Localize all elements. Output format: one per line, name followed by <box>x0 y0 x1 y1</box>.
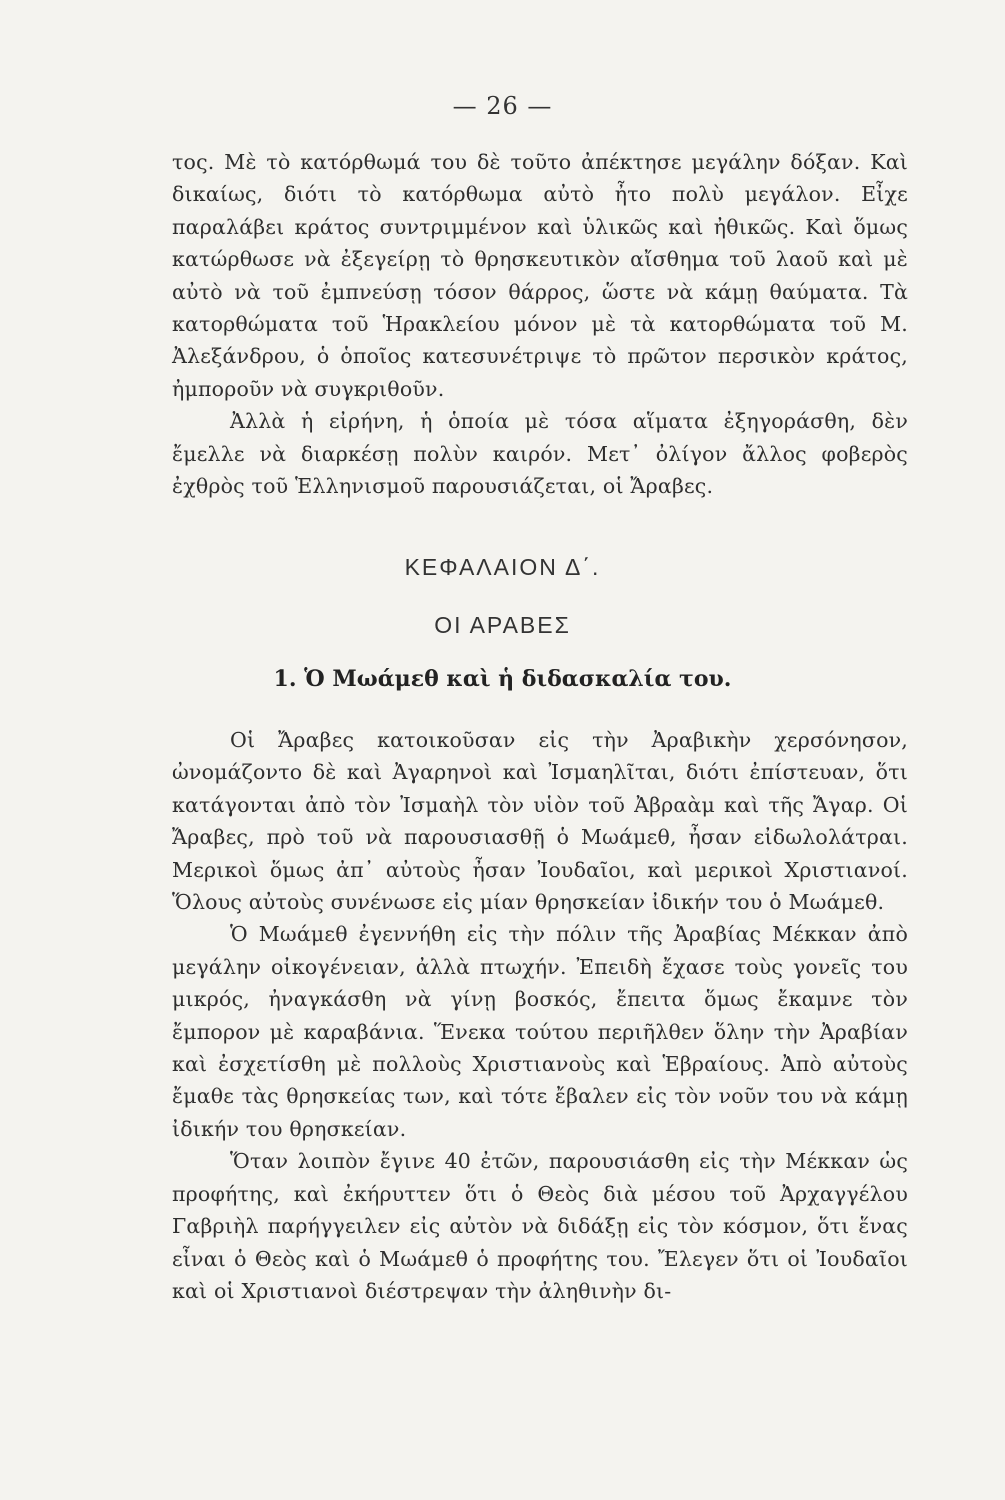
paragraph: Ὅταν λοιπὸν ἔγινε 40 ἐτῶν, παρουσιάσθη εἰς τὴν Μέκκαν ὡς προφήτης, καὶ ἐκήρυττεν ὅτι ὁ Θεὸς διὰ μέσου τοῦ Ἀρχαγγέλου Γαβριὴλ παρήγγειλεν εἰς αὐτὸν νὰ διδάξῃ εἰς τὸν κόσμον, ὅτι ἕνας εἶναι ὁ Θεὸς καὶ ὁ Μωάμεθ ὁ προφήτης του. Ἔλεγεν ὅτι οἱ Ἰουδαῖοι καὶ οἱ Χριστιανοὶ διέστρεψαν τὴν ἀληθινὴν δι- <box>172 1149 908 1303</box>
intro-text <box>172 146 908 502</box>
paragraph: Ἀλλὰ ἡ εἰρήνη, ἡ ὁποία μὲ τόσα αἵματα ἐξηγοράσθη, δὲν ἔμελλε νὰ διαρκέσῃ πολὺν καιρόν. Μετ᾽ ὀλίγον ἄλλος φοβερὸς ἐχθρὸς τοῦ Ἑλληνισμοῦ παρουσιάζεται, οἱ Ἄραβες. <box>172 409 908 499</box>
chapter-subtitle: ΟΙ ΑΡΑΒΕΣ <box>434 612 571 638</box>
paragraph: Οἱ Ἄραβες κατοικοῦσαν εἰς τὴν Ἀραβικὴν χερσόνησον, ὠνομάζοντο δὲ καὶ Ἀγαρηνοὶ καὶ Ἰσμαηλῖται, διότι ἐπίστευαν, ὅτι κατάγονται ἀπὸ τὸν Ἰσμαὴλ τὸν υἱὸν τοῦ Ἀβραὰμ καὶ τῆς Ἄγαρ. Οἱ Ἄραβες, πρὸ τοῦ νὰ παρουσιασθῇ ὁ Μωάμεθ, ἦσαν εἰδωλολάτραι. Μερικοὶ ὅμως ἀπ᾽ αὐτοὺς ἦσαν Ἰουδαῖοι, καὶ μερικοὶ Χριστιανοί. Ὅλους αὐτοὺς συνένωσε εἰς μίαν θρησκείαν ἰδικήν του ὁ Μωάμεθ. <box>172 728 908 915</box>
section-text <box>172 724 908 1307</box>
paragraph: τος. Μὲ τὸ κατόρθωμά του δὲ τοῦτο ἀπέκτησε μεγάλην δόξαν. Καὶ δικαίως, διότι τὸ κατόρθωμα αὐτὸ ἦτο πολὺ μεγάλον. Εἶχε παραλάβει κράτος συντριμμένον καὶ ὑλικῶς καὶ ἠθικῶς. Καὶ ὅμως κατώρθωσε νὰ ἐξεγείρῃ τὸ θρησκευτικὸν αἴσθημα τοῦ λαοῦ καὶ μὲ αὐτὸ νὰ τοῦ ἐμπνεύσῃ τόσον θάρρος, ὥστε νὰ κάμῃ θαύματα. Τὰ κατορθώματα τοῦ Ἡρακλείου μόνον μὲ τὰ κατορθώματα τοῦ Μ. Ἀλεξάνδρου, ὁ ὁποῖος κατεσυνέτριψε τὸ πρῶτον περσικὸν κράτος, ἠμποροῦν νὰ συγκριθοῦν. <box>172 150 908 401</box>
paragraph: Ὁ Μωάμεθ ἐγεννήθη εἰς τὴν πόλιν τῆς Ἀραβίας Μέκκαν ἀπὸ μεγάλην οἰκογένειαν, ἀλλὰ πτωχήν. Ἐπειδὴ ἔχασε τοὺς γονεῖς του μικρός, ἠναγκάσθη νὰ γίνῃ βοσκός, ἔπειτα ὅμως ἔκαμνε τὸν ἔμπορον μὲ καραβάνια. Ἕνεκα τούτου περιῆλθεν ὅλην τὴν Ἀραβίαν καὶ ἐσχετίσθη μὲ πολλοὺς Χριστιανοὺς καὶ Ἑβραίους. Ἀπὸ αὐτοὺς ἔμαθε τὰς θρησκείας των, καὶ τότε ἔβαλεν εἰς τὸν νοῦν του νὰ κάμῃ ἰδικήν του θρησκείαν. <box>172 922 908 1141</box>
section-heading: 1. Ὁ Μωάμεθ καὶ ἡ διδασκαλία του. <box>273 666 732 692</box>
page-number: — 26 — <box>452 92 553 120</box>
chapter-title: ΚΕΦΑΛΑΙΟΝ Δ΄. <box>404 554 601 580</box>
